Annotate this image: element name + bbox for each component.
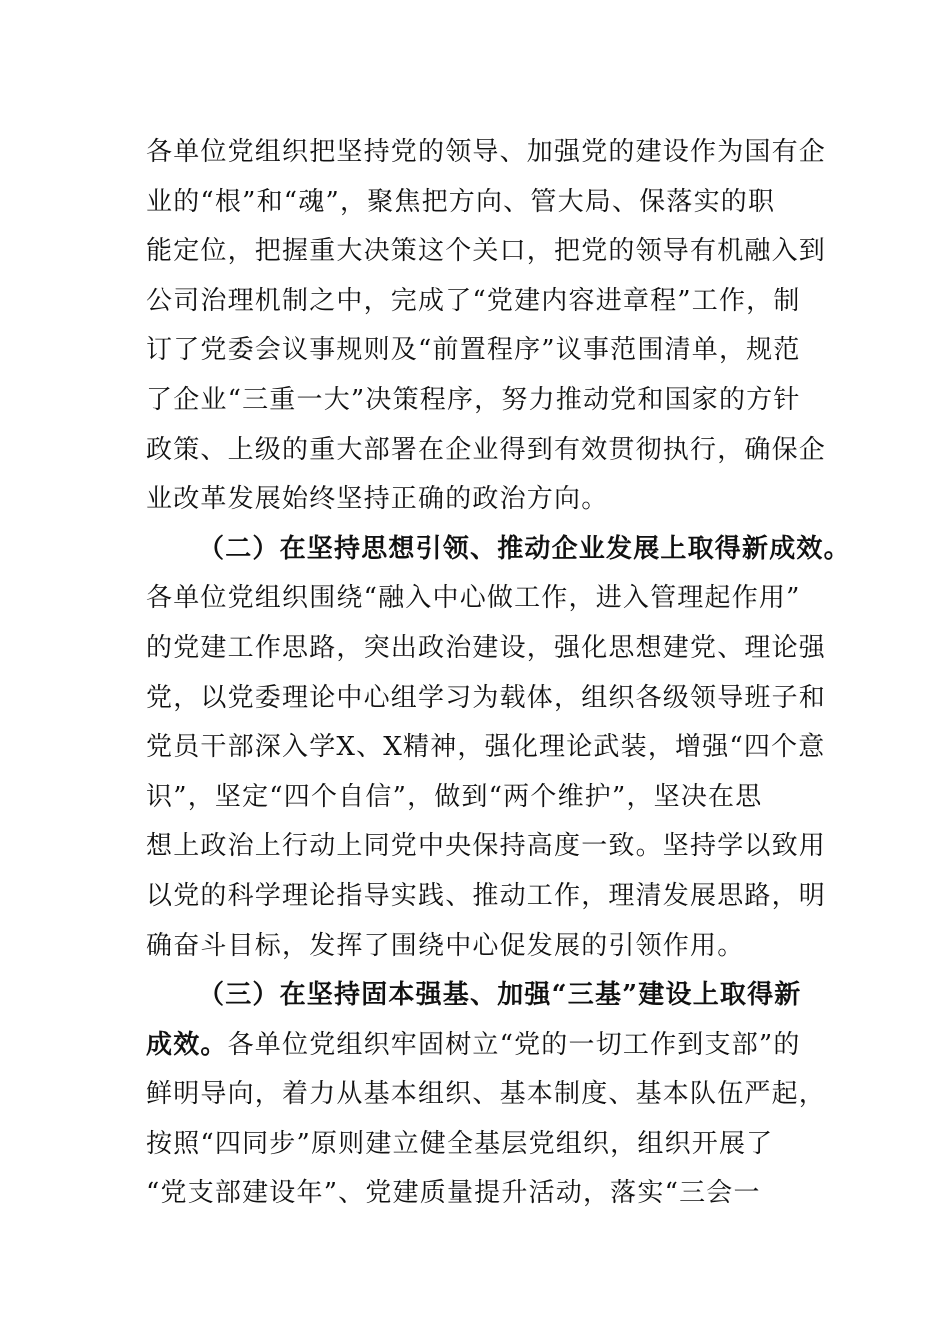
paragraph-line: 业改革发展始终坚持正确的政治方向。 xyxy=(146,484,609,515)
paragraph-line: 的党建工作思路，突出政治建设，强化思想建党、理论强 xyxy=(146,632,827,663)
paragraph-line: 党，以党委理论中心组学习为载体，组织各级领导班子和 xyxy=(146,682,827,713)
paragraph-line: 了企业“三重一大”决策程序，努力推动党和国家的方针 xyxy=(146,384,801,415)
section-2-heading: （二）在坚持思想引领、推动企业发展上取得新成效。 xyxy=(198,533,851,564)
paragraph-line: 想上政治上行动上同党中央保持高度一致。坚持学以致用 xyxy=(146,831,827,862)
paragraph-line: 政策、上级的重大部署在企业得到有效贯彻执行，确保企 xyxy=(146,434,827,465)
section-3-body-start: 各单位党组织牢固树立“党的一切工作到支部”的 xyxy=(227,1029,801,1060)
paragraph-line: 党员干部深入学X、X精神，强化理论武装，增强“四个意 xyxy=(146,732,826,763)
paragraph-line: 鲜明导向，着力从基本组织、基本制度、基本队伍严起， xyxy=(146,1079,827,1110)
paragraph-line: 订了党委会议事规则及“前置程序”议事范围清单，规范 xyxy=(146,335,801,366)
section-3-heading: （三）在坚持固本强基、加强“三基”建设上取得新 xyxy=(198,980,802,1011)
paragraph-line: 各单位党组织把坚持党的领导、加强党的建设作为国有企 xyxy=(146,137,827,167)
paragraph-line: 识”，坚定“四个自信”，做到“两个维护”，坚决在思 xyxy=(146,781,763,812)
paragraph-line: 公司治理机制之中，完成了“党建内容进章程”工作，制 xyxy=(146,285,801,316)
paragraph-line: 确奋斗目标，发挥了围绕中心促发展的引领作用。 xyxy=(146,930,745,961)
section-3-heading-continuation xyxy=(146,1021,846,1071)
paragraph-line: 能定位，把握重大决策这个关口，把党的领导有机融入到 xyxy=(146,236,827,267)
paragraph-line: 业的“根”和“魂”，聚焦把方向、管大局、保落实的职 xyxy=(146,186,776,217)
paragraph-line: “党支部建设年”、党建质量提升活动，落实“三会一 xyxy=(146,1178,761,1209)
paragraph-line: 各单位党组织围绕“融入中心做工作，进入管理起作用” xyxy=(146,583,801,614)
document-body xyxy=(146,128,851,1219)
paragraph-line: 以党的科学理论指导实践、推动工作，理清发展思路，明 xyxy=(146,880,827,911)
section-3-heading-end: 成效。 xyxy=(146,1029,228,1060)
paragraph-line: 按照“四同步”原则建立健全基层党组织，组织开展了 xyxy=(146,1128,774,1159)
